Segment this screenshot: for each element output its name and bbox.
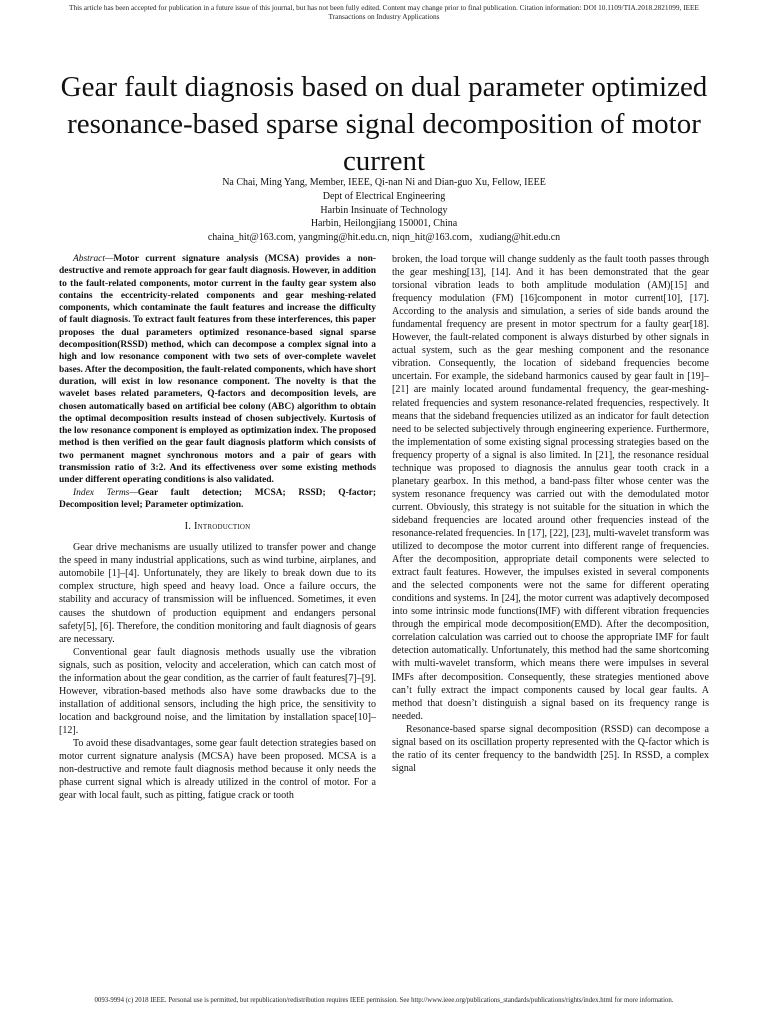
abstract-text: Motor current signature analysis (MCSA) provides a non-destructive and remote approach for gear fault diagnosis. However, in addition to the fault-related components, motor current in the faulty gear system also contains the eccentricity-related components and gear meshing-related components, which contaminate the fault features and increase the difficulty of fault diagnosis. To extract fault features from these interferences, this paper proposes the dual parameters optimized resonance-based signal sparse decomposition(RSSD) method, which can decompose a complex signal into a high and low resonance component with two sets of over-complete wavelet bases. After the decomposition, the fault-related components, which have short duration, will exist in low resonance component. The novelty is that the wavelet bases related parameters, Q-factors and decomposition levels, are chosen automatically based on artificial bee colony (ABC) algorithm to obtain the optimal decomposition results instead of chosen subjectively. Kurtosis of the low resonance component is employed as optimization index. The proposed method is then verified on the gear fault diagnosis platform which consists of two permanent magnet synchronous motors and a pair of gears with transmission ratio of 3:2. And its effectiveness over some existing methods under different operating conditions is also validated. bbox=[59, 254, 376, 486]
journal-notice bbox=[0, 3, 768, 21]
paragraph: Gear drive mechanisms are usually utilized to transfer power and change the speed in many industrial applications, such as wind turbine, airplanes, and automobile [1]–[4]. Unfortunately, they are likely to break down due to its complex structure, high speed and heavy load. Once a failure occurs, the stability and accuracy of transmission will be influenced. Sometimes, it even causes the shutdown of production equipment and endangers personal safety[5], [6]. Therefore, the condition monitoring and fault diagnosis of gears are necessary. bbox=[59, 542, 376, 645]
copyright-footer: 0093-9994 (c) 2018 IEEE. Personal use is permitted, but republication/redistribution requires IEEE permission. See http://www.ieee.org/publications_standards/publications/rights/index.html for more information. bbox=[94, 997, 674, 1004]
author-names: Na Chai, Ming Yang, Member, IEEE, Qi-nan Ni and Dian-guo Xu, Fellow, IEEE bbox=[222, 177, 546, 188]
index-terms-label: Index Terms— bbox=[73, 487, 138, 498]
right-column bbox=[392, 253, 709, 775]
paragraph: Resonance-based sparse signal decomposition (RSSD) can decompose a signal based on its oscillation property represented with the Q-factor which is the ratio of its center frequency to the bandwidth [25]. In RSSD, a complex signal bbox=[392, 723, 709, 774]
section-numeral: I. bbox=[184, 521, 192, 533]
journal-notice-line1: This article has been accepted for publication in a future issue of this journal, but has not been fully edited. Content may change prior to final publication. Citation information: DOI 10.1109/TIA.2018.2821099, IEEE bbox=[69, 3, 699, 12]
abstract bbox=[59, 253, 376, 487]
index-terms-text: Gear fault detection; MCSA; RSSD; Q-factor; Decomposition level; Parameter optimization. bbox=[59, 487, 376, 510]
author-department: Dept of Electrical Engineering bbox=[322, 190, 446, 202]
author-block bbox=[40, 176, 728, 245]
index-terms bbox=[59, 487, 376, 512]
section-title: Introduction bbox=[193, 521, 251, 533]
left-column bbox=[59, 253, 376, 802]
paragraph: To avoid these disadvantages, some gear fault detection strategies based on motor current signature analysis (MCSA) have been proposed. MCSA is a non-destructive and remote fault diagnosis method because it only needs the phase current signal which is already utilized in the control of motor. For a gear with local fault, such as pitting, fatigue crack or tooth bbox=[59, 737, 376, 802]
section-heading-introduction bbox=[59, 520, 376, 533]
paper-title: Gear fault diagnosis based on dual parameter optimized resonance-based sparse signal decomposition of motor current bbox=[60, 71, 708, 177]
journal-notice-line2: Transactions on Industry Applications bbox=[328, 12, 440, 21]
author-city: Harbin, Heilongjiang 150001, China bbox=[310, 218, 458, 230]
author-institute: Harbin Insinuate of Technology bbox=[320, 204, 448, 216]
paragraph: Conventional gear fault diagnosis methods usually use the vibration signals, such as position, velocity and acceleration, which can catch most of the information about the gear condition, as the carrier of fault features[7]–[9]. However, vibration-based methods also have some drawbacks due to the installation of additional sensors, including the high price, the sensitivity to location and background noise, and the limitation by installation space[10]–[12]. bbox=[59, 646, 376, 736]
abstract-label: Abstract— bbox=[73, 254, 114, 264]
paragraph: broken, the load torque will change suddenly as the fault tooth passes through the gear meshing[13], [14]. And it has been demonstrated that the gear torsional vibration leads to both amplitude modulation (AM)[15] and frequency modulation (FM) [16]component in motor current[10], [17]. According to the analysis and simulation, a series of side bands around the fundamental frequency are present in motor spectrum for a faulty gear[18]. However, the fault-related component is always disturbed by other signals in actual system, such as the gear meshing component and the resonance vibration. Consequently, the location of sideband frequencies become uncertain. For example, the sideband harmonics caused by gear fault in [19]–[21] are mainly located around fundamental frequency, the gear-meshing-related frequencies and system resonance-related frequencies, respectively. It means that the sideband frequencies utilized as an indicator for fault detection need to be selected subjectively through engineering experience. Furthermore, the implementation of some existing signal processing strategies based on the frequency property of a signal is also limited. In [21], the resonance residual technique was proposed to diagnosis the annulus gear tooth crack in a planetary gearbox. In this method, a band-pass filter whose center was the system resonance frequency was carried out with the demodulated motor current. Obviously, this strategy is not suitable for the situation in which the sideband frequencies are located around other frequencies instead of the resonance-related frequencies. In [17], [22], [23], multi-wavelet transform was utilized to decompose the motor current into different range of frequencies. After the decomposition, appropriate detail components were selected to extract fault features. However, the impulses existed in several components and the selected components were not the same for different operating conditions and systems. In [24], the motor current was adaptively decomposed into some intrinsic mode functions(IMF) with different vibration frequencies through the empirical mode decomposition(EMD). After the decomposition, correlation calculation was carried out to choose the appropriate IMF for fault detection automatically. Unfortunately, this method had the same shortcoming with multi-wavelet transform, which means there were impulses in several IMFs after decomposition. Consequently, these strategies mentioned above can’t fully extract the impact components caused by local gear faults. A method that doesn’t distinguish a signal based on its frequency range is needed. bbox=[392, 254, 709, 722]
author-emails: chaina_hit@163.com, yangming@hit.edu.cn, niqn_hit@163.com，xudiang@hit.edu.cn bbox=[207, 232, 561, 244]
